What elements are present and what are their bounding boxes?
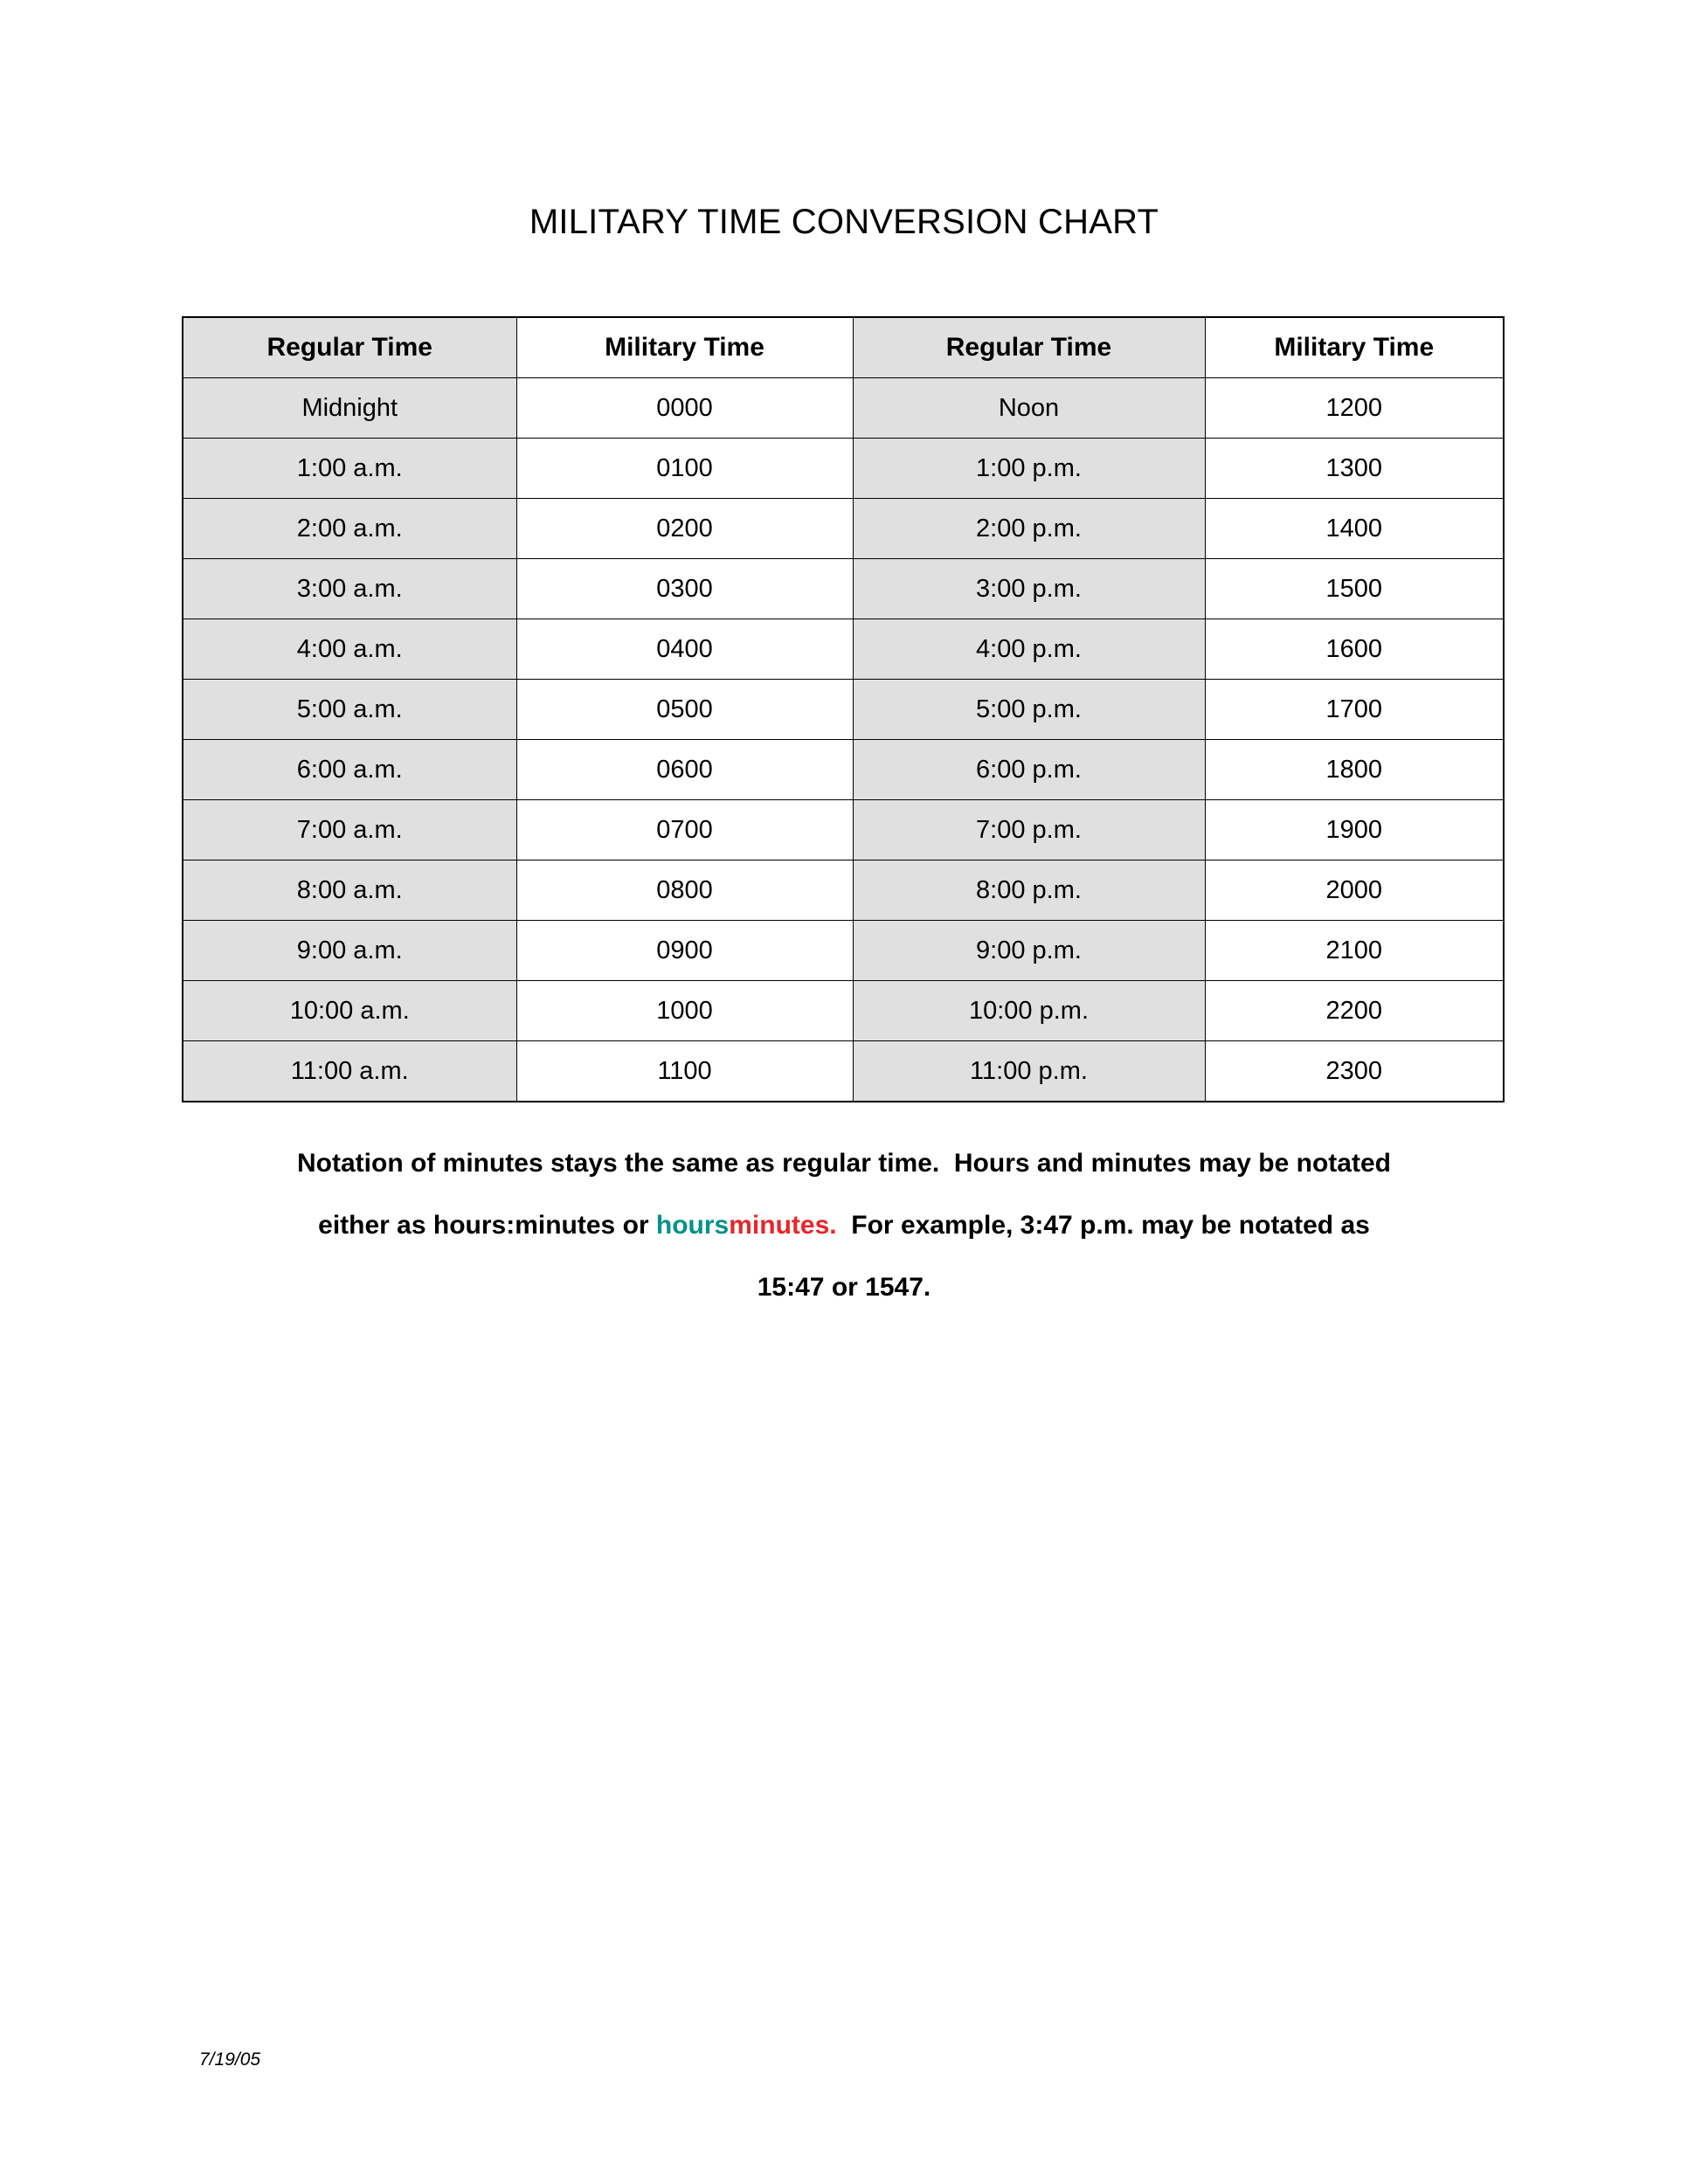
cell-military-time-pm: 1600 — [1205, 619, 1504, 680]
table-header-row — [183, 317, 1504, 378]
cell-military-time-am: 0000 — [516, 378, 853, 439]
column-header-military-time-am: Military Time — [516, 317, 853, 378]
cell-military-time-pm: 1700 — [1205, 680, 1504, 740]
table-body — [183, 378, 1504, 1102]
cell-military-time-am: 0500 — [516, 680, 853, 740]
cell-regular-time-am: 10:00 a.m. — [183, 981, 516, 1041]
cell-regular-time-am: 8:00 a.m. — [183, 860, 516, 921]
note-line-2-suffix: For example, 3:47 p.m. may be notated as — [836, 1211, 1370, 1240]
cell-regular-time-am: 4:00 a.m. — [183, 619, 516, 680]
note-hours-keyword: hours — [655, 1211, 730, 1240]
cell-regular-time-am: 9:00 a.m. — [183, 921, 516, 981]
cell-military-time-am: 0400 — [516, 619, 853, 680]
cell-military-time-am: 0300 — [516, 559, 853, 619]
column-header-regular-time-am: Regular Time — [183, 317, 516, 378]
cell-regular-time-am: Midnight — [183, 378, 516, 439]
cell-regular-time-pm: 3:00 p.m. — [853, 559, 1205, 619]
cell-military-time-pm: 2300 — [1205, 1041, 1504, 1102]
table-row — [183, 921, 1504, 981]
cell-regular-time-am: 6:00 a.m. — [183, 740, 516, 800]
cell-military-time-am: 0100 — [516, 439, 853, 499]
cell-regular-time-am: 1:00 a.m. — [183, 439, 516, 499]
table-row — [183, 378, 1504, 439]
cell-regular-time-pm: 4:00 p.m. — [853, 619, 1205, 680]
cell-military-time-pm: 1200 — [1205, 378, 1504, 439]
cell-military-time-am: 1000 — [516, 981, 853, 1041]
cell-military-time-pm: 1900 — [1205, 800, 1504, 860]
cell-regular-time-pm: 5:00 p.m. — [853, 680, 1205, 740]
cell-military-time-pm: 2000 — [1205, 860, 1504, 921]
cell-regular-time-pm: Noon — [853, 378, 1205, 439]
cell-military-time-pm: 2100 — [1205, 921, 1504, 981]
cell-regular-time-pm: 11:00 p.m. — [853, 1041, 1205, 1102]
note-line-1: Notation of minutes stays the same as regular time. Hours and minutes may be notated — [297, 1149, 1391, 1178]
column-header-military-time-pm: Military Time — [1205, 317, 1504, 378]
footer-revision-date: 7/19/05 — [199, 2049, 261, 2070]
cell-military-time-pm: 2200 — [1205, 981, 1504, 1041]
cell-military-time-am: 1100 — [516, 1041, 853, 1102]
table-row — [183, 499, 1504, 559]
cell-regular-time-am: 7:00 a.m. — [183, 800, 516, 860]
table-row — [183, 680, 1504, 740]
table-row — [183, 740, 1504, 800]
table-row — [183, 1041, 1504, 1102]
cell-military-time-pm: 1500 — [1205, 559, 1504, 619]
cell-regular-time-pm: 10:00 p.m. — [853, 981, 1205, 1041]
cell-regular-time-am: 2:00 a.m. — [183, 499, 516, 559]
cell-military-time-am: 0200 — [516, 499, 853, 559]
cell-military-time-am: 0600 — [516, 740, 853, 800]
table-header — [183, 317, 1504, 378]
table-row — [183, 559, 1504, 619]
cell-regular-time-am: 5:00 a.m. — [183, 680, 516, 740]
cell-regular-time-pm: 6:00 p.m. — [853, 740, 1205, 800]
note-line-2 — [171, 1194, 1517, 1256]
page-title: MILITARY TIME CONVERSION CHART — [529, 203, 1159, 241]
table-row — [183, 800, 1504, 860]
cell-regular-time-pm: 1:00 p.m. — [853, 439, 1205, 499]
note-minutes-keyword: minutes. — [729, 1211, 837, 1240]
cell-regular-time-pm: 7:00 p.m. — [853, 800, 1205, 860]
cell-regular-time-am: 11:00 a.m. — [183, 1041, 516, 1102]
cell-military-time-am: 0900 — [516, 921, 853, 981]
cell-military-time-am: 0800 — [516, 860, 853, 921]
column-header-regular-time-pm: Regular Time — [853, 317, 1205, 378]
cell-military-time-pm: 1800 — [1205, 740, 1504, 800]
cell-regular-time-am: 3:00 a.m. — [183, 559, 516, 619]
cell-military-time-pm: 1300 — [1205, 439, 1504, 499]
table-row — [183, 619, 1504, 680]
military-time-conversion-table — [182, 316, 1505, 1102]
table-row — [183, 439, 1504, 499]
table-row — [183, 860, 1504, 921]
cell-military-time-pm: 1400 — [1205, 499, 1504, 559]
note-line-2-prefix: either as hours:minutes or — [318, 1211, 656, 1240]
table-row — [183, 981, 1504, 1041]
note-line-3: 15:47 or 1547. — [757, 1273, 931, 1302]
cell-regular-time-pm: 9:00 p.m. — [853, 921, 1205, 981]
cell-military-time-am: 0700 — [516, 800, 853, 860]
cell-regular-time-pm: 2:00 p.m. — [853, 499, 1205, 559]
note-paragraph — [171, 1132, 1517, 1318]
conversion-table-container — [182, 316, 1503, 1102]
cell-regular-time-pm: 8:00 p.m. — [853, 860, 1205, 921]
